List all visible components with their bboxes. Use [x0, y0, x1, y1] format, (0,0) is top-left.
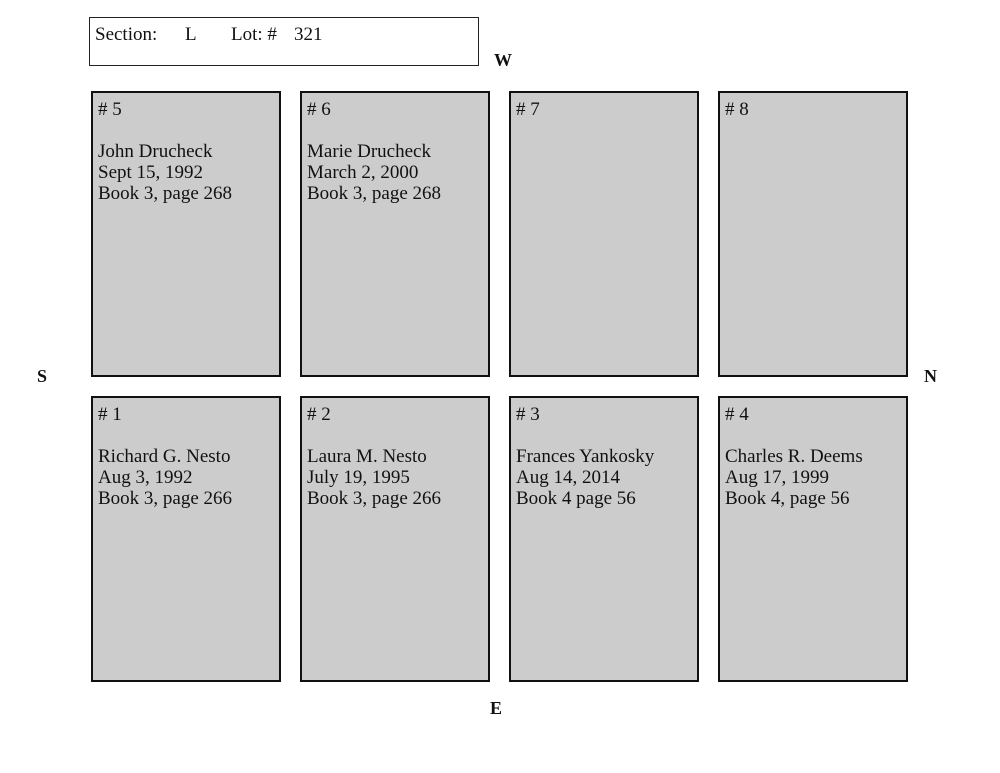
- compass-south-label: S: [37, 366, 48, 386]
- plot-number: # 5: [98, 99, 122, 120]
- lot-value: 321: [294, 24, 323, 45]
- plot-record: Book 3, page 268: [307, 183, 442, 204]
- plot-number: # 4: [725, 404, 749, 425]
- plot-name: John Drucheck: [98, 141, 213, 162]
- compass-east-label: E: [490, 698, 503, 718]
- lot-label: Lot: #: [231, 24, 277, 45]
- plot-date: Aug 14, 2014: [516, 467, 620, 488]
- plot-name: Frances Yankosky: [516, 446, 655, 467]
- plot-number: # 7: [516, 99, 540, 120]
- plot-record: Book 4 page 56: [516, 488, 636, 509]
- plot-date: Aug 3, 1992: [98, 467, 193, 488]
- plot-3: [509, 396, 699, 682]
- plot-record: Book 3, page 268: [98, 183, 233, 204]
- plot-name: Charles R. Deems: [725, 446, 863, 467]
- compass-west-label: W: [494, 50, 512, 70]
- plot-7: [509, 91, 699, 377]
- compass-north-label: N: [924, 366, 937, 386]
- plot-8: [718, 91, 908, 377]
- plot-record: Book 4, page 56: [725, 488, 850, 509]
- section-lot-box: [89, 17, 479, 66]
- plot-record: Book 3, page 266: [307, 488, 442, 509]
- plot-name: Richard G. Nesto: [98, 446, 231, 467]
- plot-2: [300, 396, 490, 682]
- plot-number: # 2: [307, 404, 331, 425]
- plot-number: # 1: [98, 404, 122, 425]
- plot-number: # 8: [725, 99, 749, 120]
- plot-5: [91, 91, 281, 377]
- plot-name: Marie Drucheck: [307, 141, 431, 162]
- plot-number: # 3: [516, 404, 540, 425]
- plot-1: [91, 396, 281, 682]
- plot-date: March 2, 2000: [307, 162, 419, 183]
- section-label: Section:: [95, 24, 158, 45]
- plot-date: July 19, 1995: [307, 467, 410, 488]
- plot-4: [718, 396, 908, 682]
- plot-6: [300, 91, 490, 377]
- section-value: L: [185, 24, 197, 45]
- plot-date: Sept 15, 1992: [98, 162, 204, 183]
- plot-name: Laura M. Nesto: [307, 446, 427, 467]
- plot-number: # 6: [307, 99, 331, 120]
- plot-record: Book 3, page 266: [98, 488, 233, 509]
- plot-date: Aug 17, 1999: [725, 467, 829, 488]
